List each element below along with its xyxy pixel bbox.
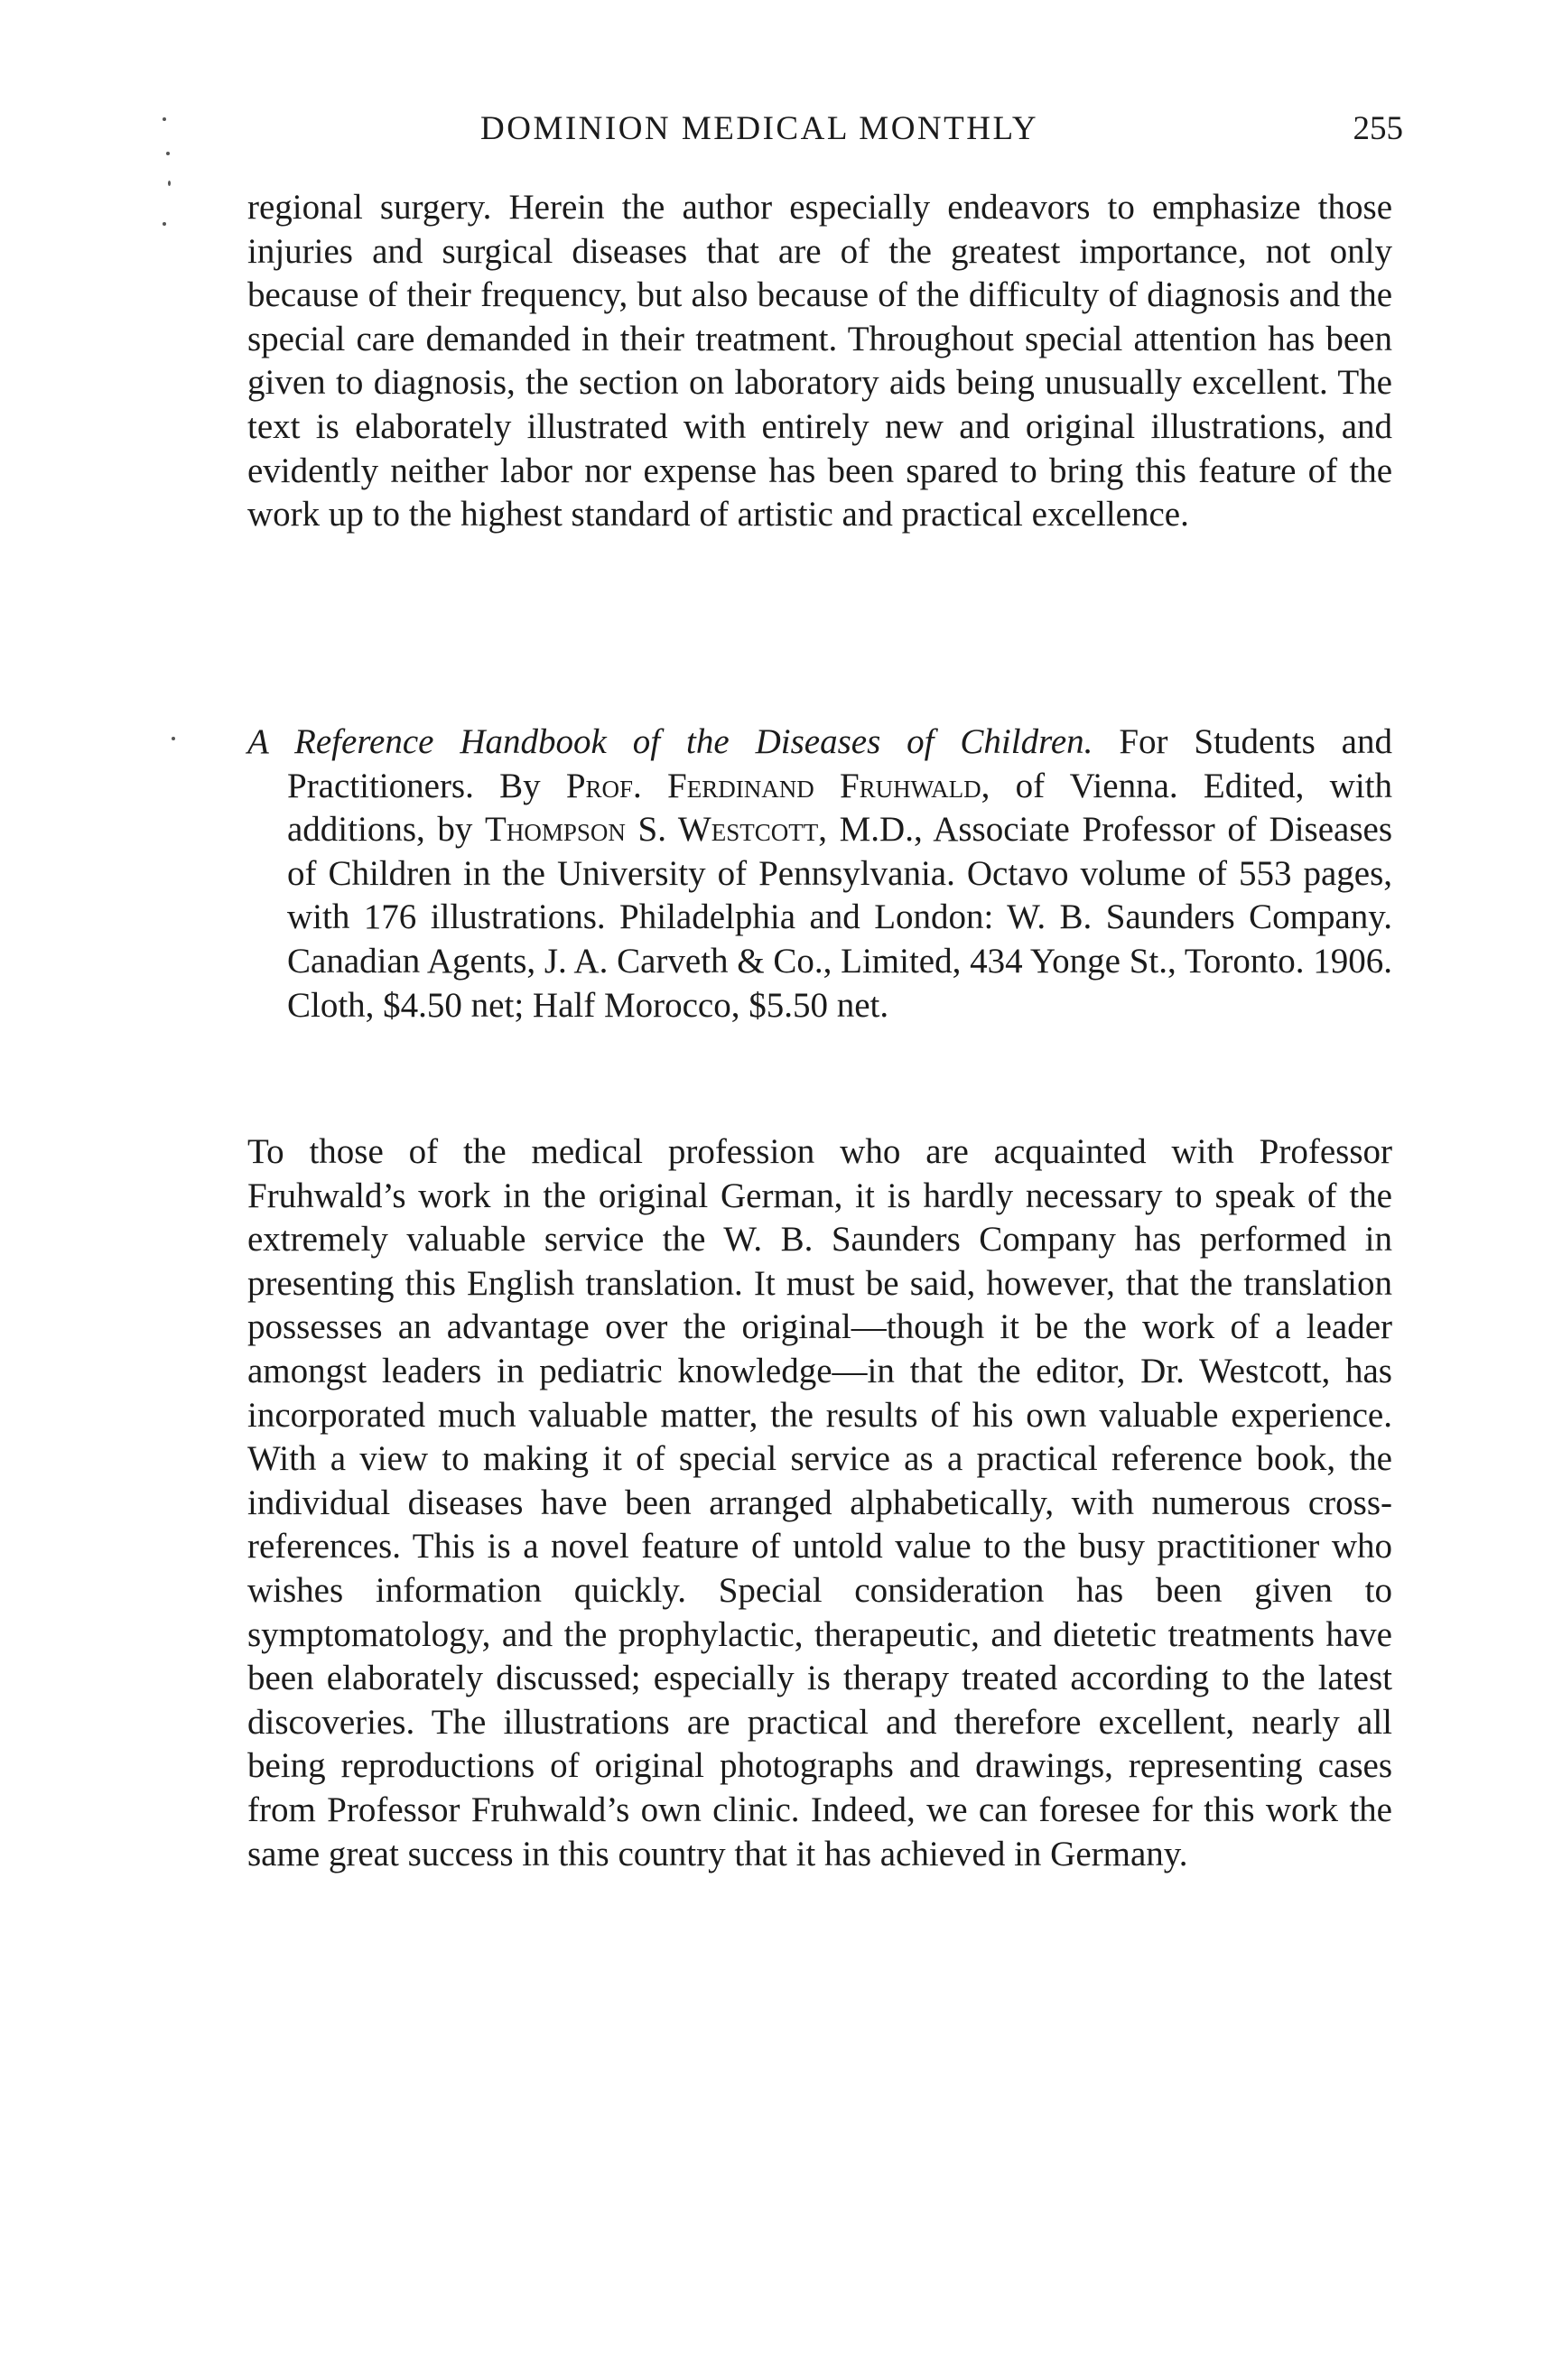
review-paragraph [247,1130,1392,1876]
citation-text [247,721,1392,1027]
running-title: DOMINION MEDICAL MONTHLY [480,110,1039,147]
scan-speck [168,181,171,186]
scan-speck [166,152,170,155]
citation-fragment: For Students and Practitioners. By [287,722,1392,805]
editor-name: Thompson S. Westcott, [485,810,827,850]
author-name: Prof. Ferdinand Fruhwald, [565,766,990,805]
citation-fragment: M.D., Associate Professor of Diseases of Children in the University of Pennsylvania. Octavo volume of 553 pages, with 176 illustrations. Philadelphia and London: W. B. Saunders Company. Canadian Agents, J. A. Carveth & Co., Limited, 434 Yonge St., Toronto. 1906. Cloth, $4.50 net; Half Morocco, $5.50 net. [287,810,1392,1025]
running-header [247,107,1403,152]
paragraph-text: To those of the medical profession who are acquainted with Professor Fruhwald’s work in the original German, it is hardly necessary to speak of the extremely valuable service the W. B. Saunders Company has performed in presenting this English translation. It must be said, however, that the translation possesses an advantage over the original—though it be the work of a leader amongst leaders in pediatric knowledge—in that the editor, Dr. Westcott, has incorporated much valuable matter, the results of his own valuable experience. With a view to making it of special service as a practical reference book, the individual diseases have been arranged alphabetically, with numerous cross-references. This is a novel feature of untold value to the busy practitioner who wishes information quickly. Special consideration has been given to symptomatology, and the prophylactic, therapeutic, and dietetic treatments have been elaborately discussed; especially is therapy treated according to the latest discoveries. The illustrations are practical and therefore excellent, nearly all being reproductions of original photographs and drawings, representing cases from Professor Fruhwald’s own clinic. Indeed, we can foresee for this work the same great success in this country that it has achieved in Germany. [247,1132,1392,1873]
book-title: A Reference Handbook of the Diseases of Children. [247,722,1093,761]
page-number: 255 [1353,110,1403,147]
scan-speck [163,222,166,226]
citation-fragment: of Vienna. Edited, with additions, by [287,766,1392,850]
scan-speck [172,737,175,740]
paragraph-text: regional surgery. Herein the author especially endeavors to emphasize those injuries and surgical diseases that are of the greatest importance, not only because of their frequency, but also because of the difficulty of diagnosis and the special care demanded in their treatment. Throughout special attention has been given to diagnosis, the section on laboratory aids being unusually excellent. The text is elaborately illustrated with entirely new and original illustrations, and evidently neither labor nor expense has been spared to bring this feature of the work up to the highest standard of artistic and practical excellence. [247,188,1392,535]
book-citation [247,721,1392,1027]
scan-speck [163,117,166,121]
continued-paragraph [247,186,1392,537]
